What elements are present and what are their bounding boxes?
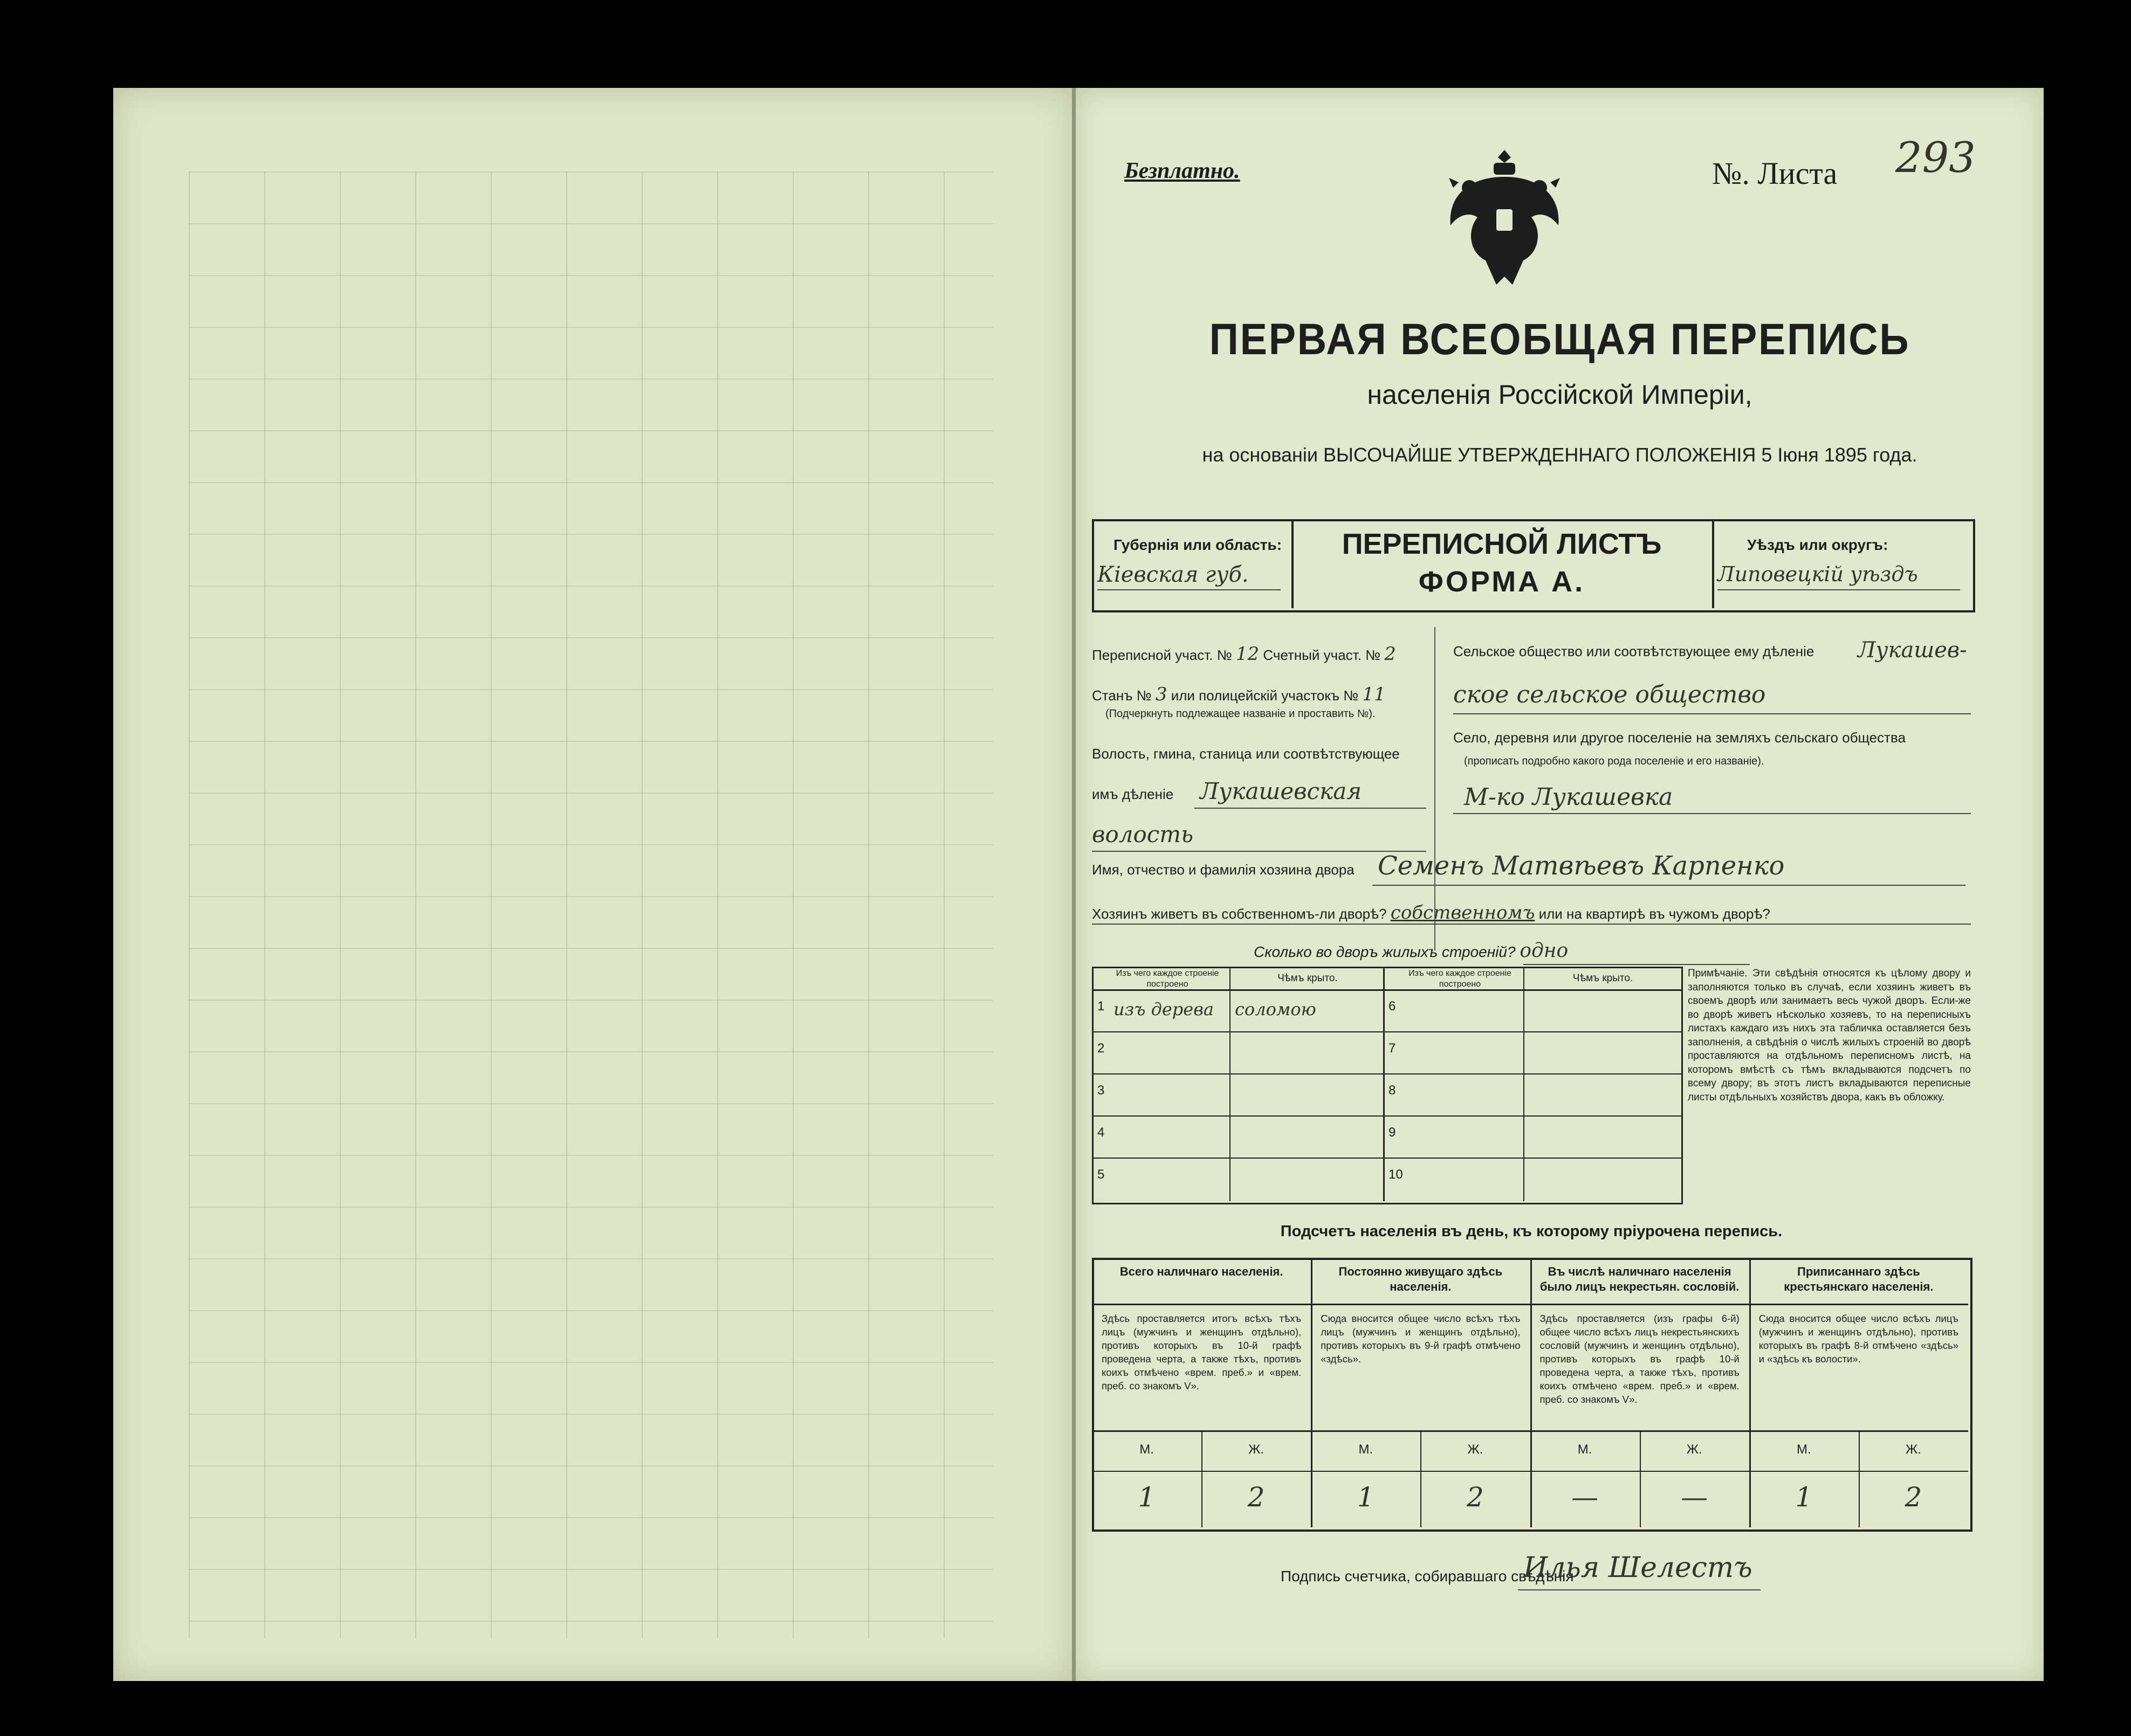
buildings-count-label: Сколько во дворъ жилыхъ строеній? <box>1254 943 1516 960</box>
count-column-desc: Сюда вносится общее число всѣхъ лицъ (мужчинъ и женщинъ отдѣльно), противъ которыхъ въ графѣ 8-й отмѣчено «здѣсь» и «здѣсь къ волости». <box>1758 1313 1958 1365</box>
free-label: Безплатно. <box>1124 159 1240 183</box>
count-m-value: 1 <box>1138 1482 1156 1513</box>
buildings-row-number: 2 <box>1097 1041 1105 1056</box>
census-plot-label: Переписной участ. № <box>1092 647 1232 663</box>
buildings-row-number: 10 <box>1388 1167 1403 1182</box>
volost-label: Волость, гмина, станица или соотвѣтствующее <box>1092 746 1400 762</box>
form-subtitle: населенія Россійской Имперіи, <box>1367 380 1752 410</box>
left-page <box>113 88 1074 1681</box>
count-plot-label: Счетный участ. № <box>1263 647 1381 663</box>
count-m-label: М. <box>1577 1442 1592 1457</box>
buildings-row-number: 9 <box>1388 1125 1396 1140</box>
buildings-row-number: 1 <box>1097 999 1105 1014</box>
count-f-label: Ж. <box>1248 1442 1264 1457</box>
count-f-value: 2 <box>1247 1482 1265 1513</box>
imperial-eagle-icon <box>1437 144 1572 301</box>
district-value: Липовецкій уѣздъ <box>1717 562 1918 586</box>
form-basis-line: на основаніи ВЫСОЧАЙШЕ УТВЕРЖДЕННАГО ПОЛОЖЕНІЯ 5 Іюня 1895 года. <box>1202 444 1917 466</box>
owner-lives-label: Хозяинъ живетъ въ собственномъ-ли дворѣ? <box>1092 906 1387 922</box>
count-f-value: 2 <box>1905 1482 1922 1513</box>
count-m-label: М. <box>1358 1442 1373 1457</box>
count-f-label: Ж. <box>1467 1442 1483 1457</box>
village-value: М-ко Лукашевка <box>1464 783 1673 811</box>
sheet-number-label: №. Листа <box>1712 156 1838 191</box>
count-m-value: 1 <box>1795 1482 1813 1513</box>
police-plot-value: 11 <box>1362 684 1386 705</box>
rural-society-label: Сельское общество или соотвѣтствующее ему дѣленіе <box>1453 643 1814 659</box>
count-f-value: — <box>1681 1482 1708 1513</box>
count-m-value: 1 <box>1357 1482 1374 1513</box>
count-column-head: Всего наличнаго населенія. <box>1119 1265 1283 1278</box>
buildings-col-roof-2: Чѣмъ крыто. <box>1572 973 1633 984</box>
district-label: Уѣздъ или округъ: <box>1747 536 1888 553</box>
count-column-desc: Сюда вносится общее число всѣхъ тѣхъ лицъ (мужчинъ и женщинъ отдѣльно), противъ которыхъ въ 9-й графѣ отмѣчено «здѣсь». <box>1321 1313 1521 1365</box>
count-column-head: Въ числѣ наличнаго населенія было лицъ некрестьян. сословій. <box>1539 1265 1740 1293</box>
buildings-col-roof: Чѣмъ крыто. <box>1277 973 1338 984</box>
buildings-row-number: 6 <box>1388 999 1396 1014</box>
sheet-number-value: 293 <box>1895 134 1976 182</box>
owner-value: Семенъ Матвѣевъ Карпенко <box>1378 851 1785 881</box>
village-label: Село, деревня или другое поселеніе на земляхъ сельскаго общества <box>1453 729 1906 746</box>
count-f-label: Ж. <box>1686 1442 1702 1457</box>
province-value: Кіевская губ. <box>1097 562 1249 587</box>
stan-value: 3 <box>1155 684 1167 705</box>
volost-label-cont: имъ дѣленіе <box>1092 786 1174 802</box>
owner-lives-value: собственномъ <box>1390 902 1535 924</box>
buildings-row-number: 4 <box>1097 1125 1105 1140</box>
buildings-count-value: одно <box>1520 940 1569 962</box>
police-plot-label: или полицейскій участокъ № <box>1171 687 1359 704</box>
buildings-row-number: 5 <box>1097 1167 1105 1182</box>
count-plot-value: 2 <box>1384 643 1396 665</box>
village-note: (прописать подробно какого рода поселеніе и его названіе). <box>1464 755 1764 767</box>
left-page-ghost-grid <box>189 171 993 1638</box>
count-column-desc: Здѣсь проставляется (изъ графы 6-й) общее число всѣхъ лицъ некрестьянскихъ сословій (мужчинъ и женщинъ отдѣльно), противъ которыхъ въ графѣ 10-й проведена черта, а также тѣхъ, противъ коихъ отмѣчено «врем. преб.» и «врем. преб. со знакомъ V». <box>1539 1313 1740 1405</box>
buildings-row-material: изъ дерева <box>1113 999 1214 1019</box>
buildings-row-roof: соломою <box>1235 999 1316 1019</box>
province-label: Губернія или область: <box>1113 536 1282 553</box>
form-main-title: ПЕРВАЯ ВСЕОБЩАЯ ПЕРЕПИСЬ <box>1209 315 1910 364</box>
count-m-label: М. <box>1796 1442 1811 1457</box>
stan-label: Станъ № <box>1092 687 1152 704</box>
count-m-value: — <box>1571 1482 1599 1513</box>
count-column-head: Постоянно живущаго здѣсь населенія. <box>1338 1265 1503 1293</box>
form-title-line2: ФОРМА А. <box>1418 566 1585 598</box>
census-plot-value: 12 <box>1235 643 1260 665</box>
count-f-value: 2 <box>1467 1482 1484 1513</box>
rural-society-value-cont: ское сельское общество <box>1453 681 1766 708</box>
rural-society-value: Лукашев- <box>1858 638 1967 663</box>
population-count-title: Подсчетъ населенія въ день, къ которому пріурочена перепись. <box>1280 1223 1783 1240</box>
buildings-row-number: 8 <box>1388 1083 1396 1098</box>
buildings-row-number: 7 <box>1388 1041 1396 1056</box>
census-form-page <box>1076 88 2044 1681</box>
buildings-col-material: Изъ чего каждое строеніе построено <box>1116 969 1219 989</box>
buildings-col-material-2: Изъ чего каждое строеніе построено <box>1408 969 1511 989</box>
owner-lives-label-alt: или на квартирѣ въ чужомъ дворѣ? <box>1538 906 1770 922</box>
volost-value: Лукашевская <box>1200 778 1362 804</box>
count-column-head: Приписаннаго здѣсь крестьянскаго населенія. <box>1784 1265 1934 1293</box>
signature-label: Подпись счетчика, собиравшаго свѣдѣнія <box>1281 1568 1574 1585</box>
count-column-desc: Здѣсь проставляется итогъ всѣхъ тѣхъ лицъ (мужчинъ и женщинъ отдѣльно), противъ которыхъ въ 10-й графѣ проведена черта, а также тѣхъ, противъ коихъ отмѣчено «врем. преб.» и «врем. преб. со знакомъ V». <box>1102 1313 1302 1391</box>
form-title-line1: ПЕРЕПИСНОЙ ЛИСТЪ <box>1342 528 1662 560</box>
count-m-label: М. <box>1139 1442 1154 1457</box>
signature-value: Илья Шелестъ <box>1523 1552 1752 1584</box>
count-f-label: Ж. <box>1906 1442 1921 1457</box>
underline-note: (Подчеркнуть подлежащее названіе и проставить №). <box>1105 708 1376 720</box>
buildings-note: Примѣчаніе. Эти свѣдѣнія относятся къ цѣлому двору и заполняются только въ случаѣ, если хозяинъ живетъ въ своемъ дворѣ или занимаетъ весь чужой дворъ. Если-же во дворѣ живетъ нѣсколько хозяевъ, то на переписныхъ листахъ каждаго изъ нихъ эта табличка оставляется безъ заполненія, а свѣдѣнія о числѣ жилыхъ строеній во дворѣ проставляются на отдѣльномъ переписномъ листѣ, на которомъ вмѣстѣ съ тѣмъ вкладываются подсчетъ по всему двору; въ этотъ листъ вкладываются переписные листы отдѣльныхъ хозяйствъ двора, какъ въ обложку. <box>1688 968 1971 1103</box>
volost-value-cont: волость <box>1092 821 1193 848</box>
buildings-row-number: 3 <box>1097 1083 1105 1098</box>
owner-label: Имя, отчество и фамилія хозяина двора <box>1092 862 1355 878</box>
